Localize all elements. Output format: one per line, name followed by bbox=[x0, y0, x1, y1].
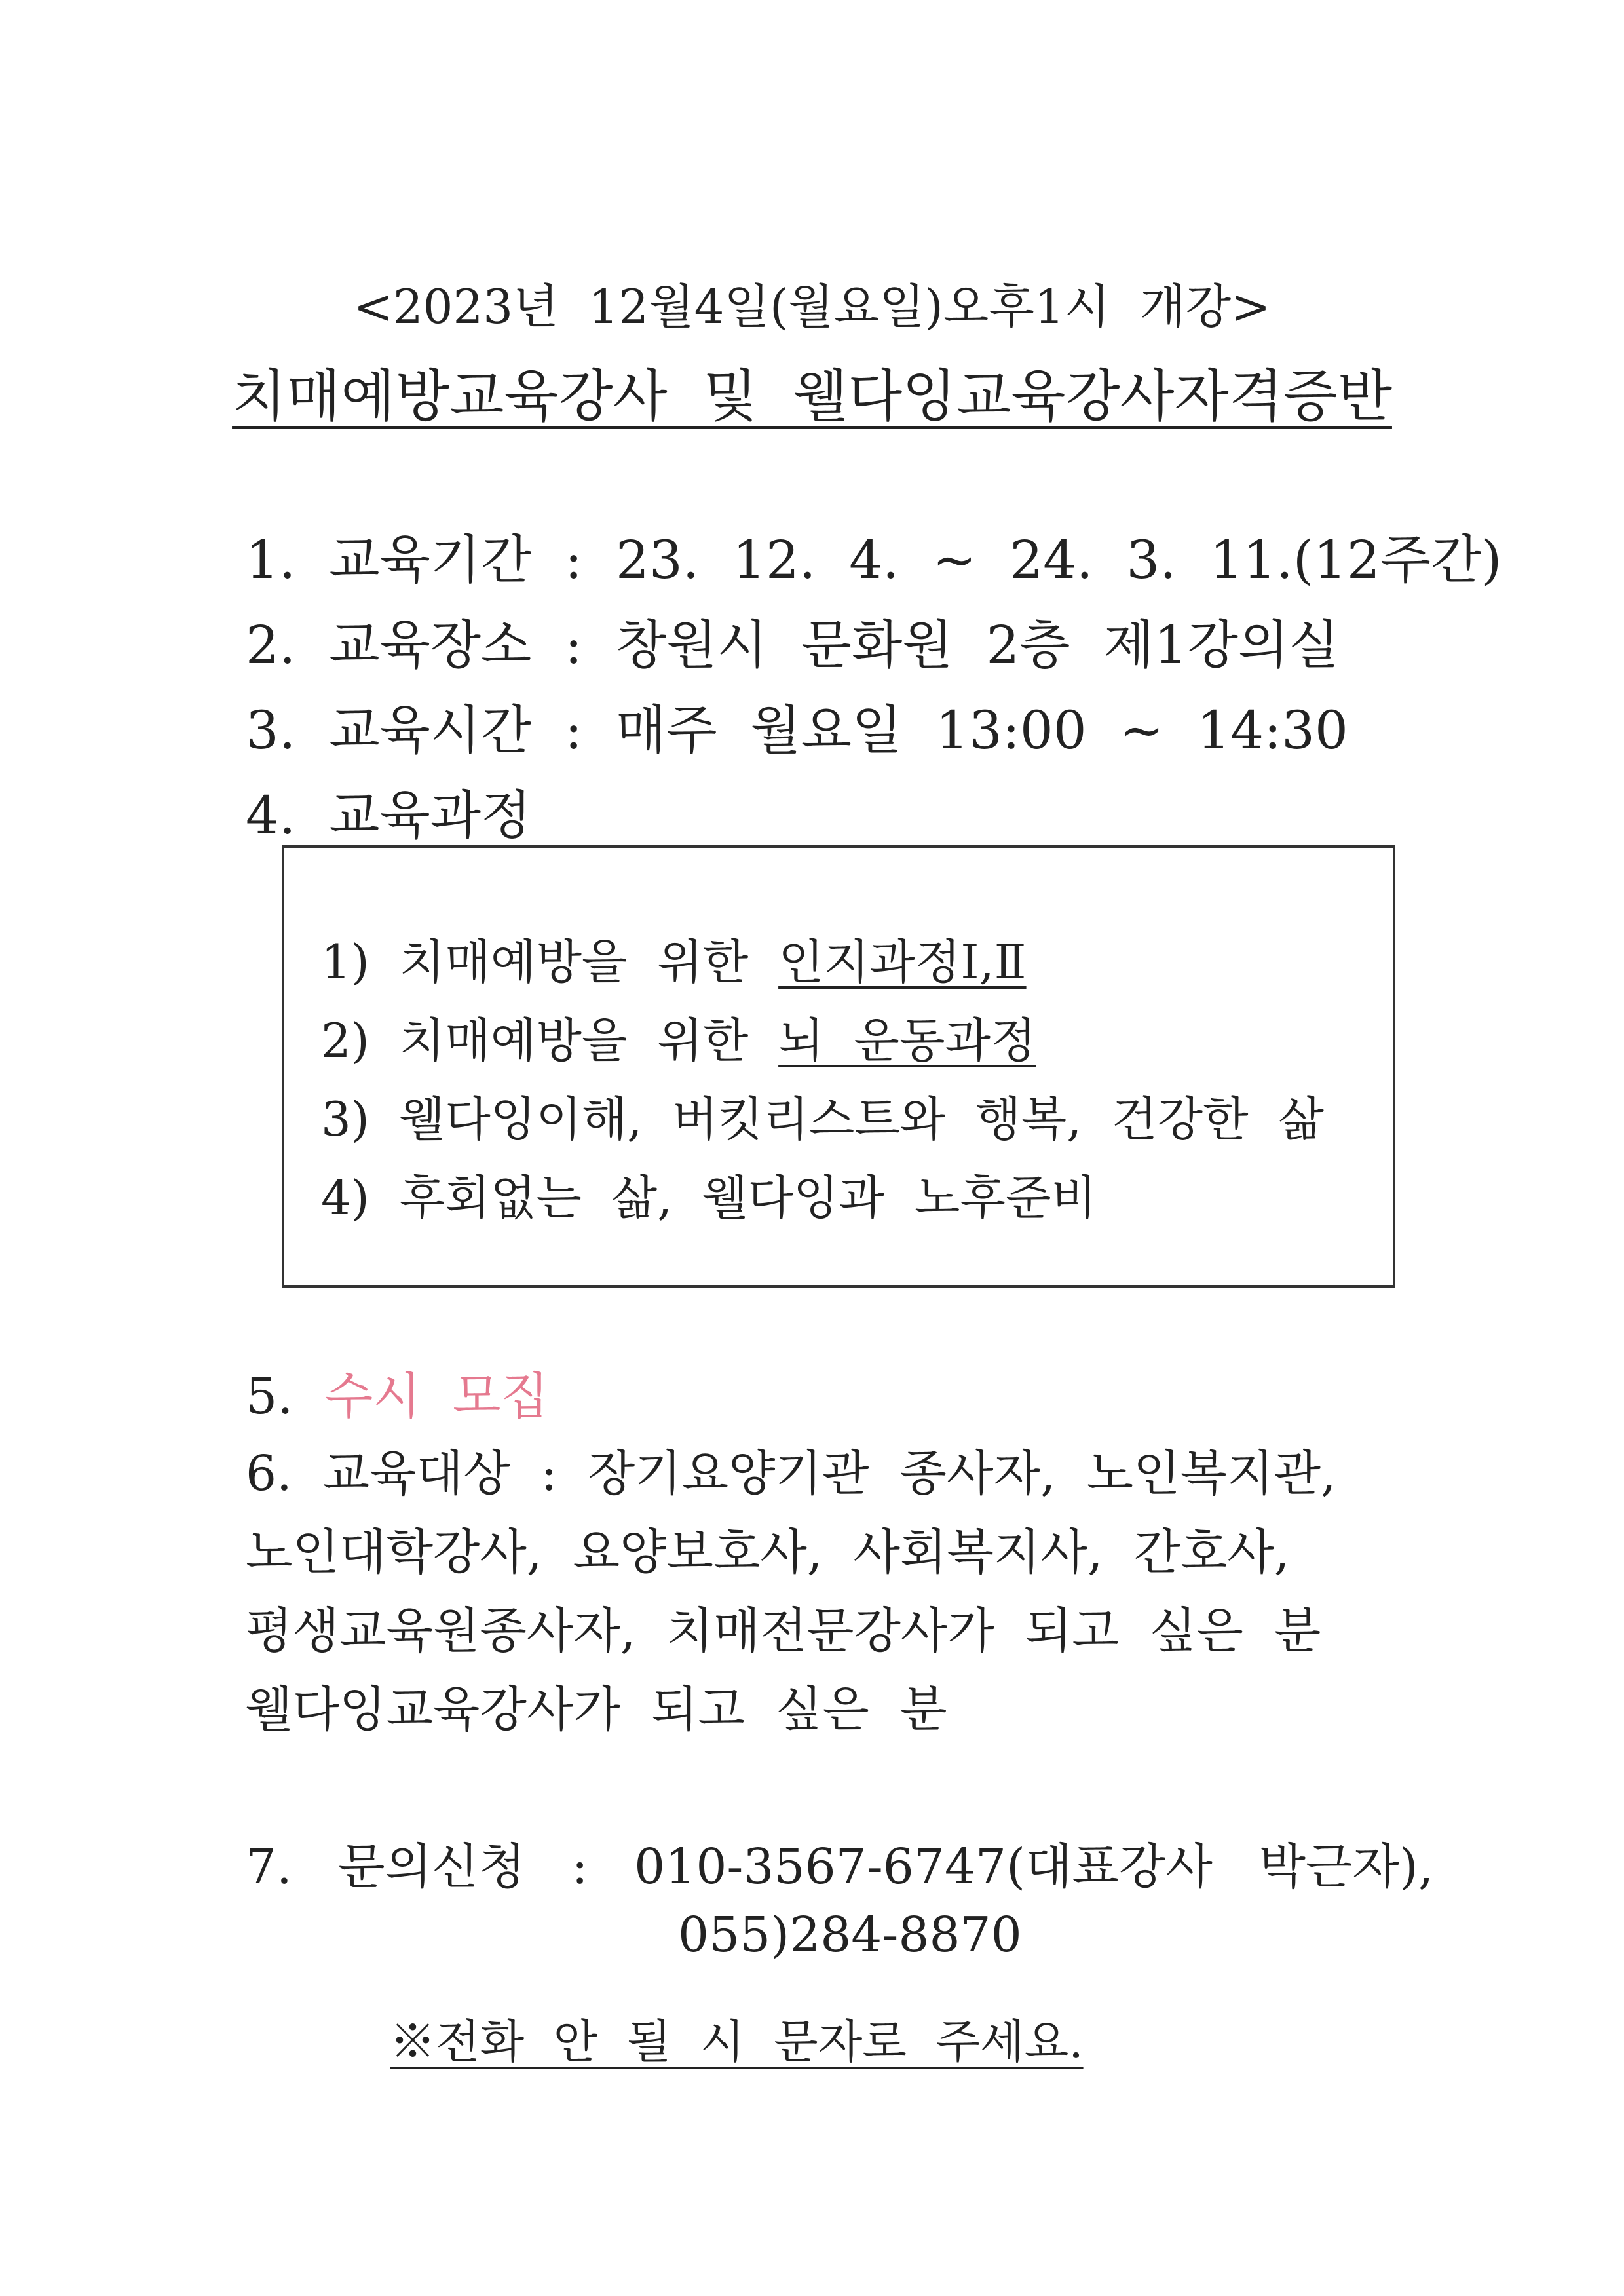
course-item-2-prefix: 2) 치매예방을 위한 bbox=[321, 1013, 779, 1068]
course-item-3: 3) 웰다잉이해, 버킷리스트와 행복, 건강한 삶 bbox=[321, 1092, 1324, 1147]
item-period: 1. 교육기간 : 23. 12. 4. ~ 24. 3. 11.(12주간) bbox=[246, 529, 1502, 590]
course-item-1-highlight: 인지과정Ⅰ,Ⅱ bbox=[778, 934, 1027, 989]
course-item-2 bbox=[321, 1003, 1036, 1071]
target-line-3: 평생교육원종사자, 치매전문강사가 되고 싶은 분 bbox=[246, 1603, 1321, 1659]
target-line-4: 웰다잉교육강사가 되고 싶은 분 bbox=[246, 1681, 947, 1738]
course-item-2-highlight: 뇌 운동과정 bbox=[778, 1013, 1036, 1068]
item-time: 3. 교육시간 : 매주 월요일 13:00 ~ 14:30 bbox=[246, 700, 1348, 761]
course-item-1-prefix: 1) 치매예방을 위한 bbox=[321, 934, 779, 989]
page-title-text: 치매예방교육강사 및 웰다잉교육강사자격증반 bbox=[232, 364, 1392, 429]
recruit-number: 5. bbox=[246, 1367, 325, 1425]
item-course: 4. 교육과정 bbox=[246, 785, 532, 846]
course-item-1 bbox=[321, 924, 1027, 992]
page-title bbox=[0, 351, 1624, 432]
item-recruit bbox=[246, 1356, 549, 1428]
opening-date: <2023년 12월4일(월요일)오후1시 개강> bbox=[353, 279, 1271, 334]
item-place: 2. 교육장소 : 창원시 문화원 2층 제1강의실 bbox=[246, 615, 1340, 676]
recruit-label: 수시 모집 bbox=[324, 1367, 549, 1425]
course-item-4: 4) 후회없는 삶, 웰다잉과 노후준비 bbox=[321, 1170, 1097, 1225]
contact-line-1: 7. 문의신청 : 010-3567-6747(대표강사 박근자), bbox=[246, 1839, 1434, 1895]
target-line-2: 노인대학강사, 요양보호사, 사회복지사, 간호사, bbox=[246, 1524, 1290, 1580]
footer-note: ※전화 안 될 시 문자로 주세요. bbox=[390, 2015, 1084, 2069]
contact-line-2: 055)284-8870 bbox=[678, 1907, 1022, 1963]
target-line-1: 6. 교육대상 : 장기요양기관 종사자, 노인복지관, bbox=[246, 1445, 1336, 1502]
